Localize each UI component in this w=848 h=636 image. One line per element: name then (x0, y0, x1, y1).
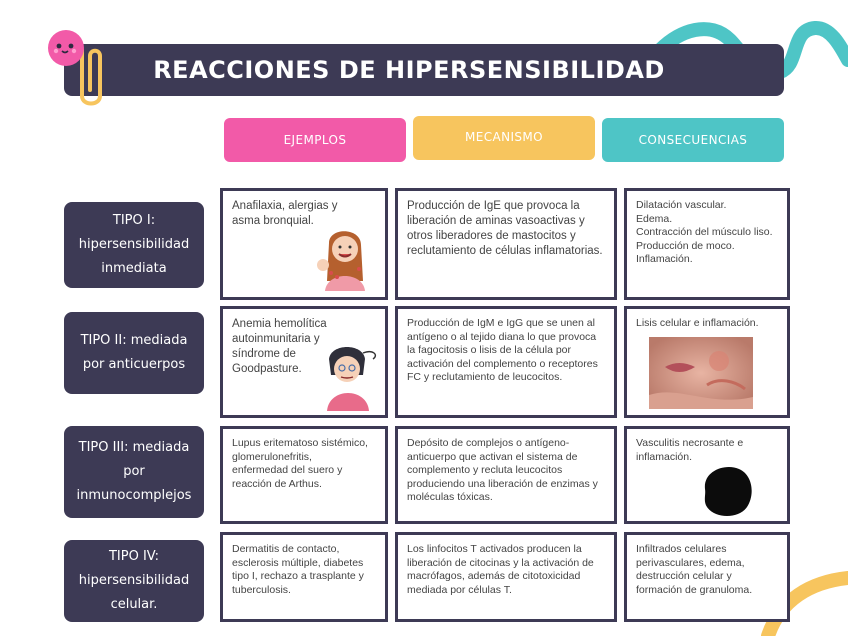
cell-tipo-4-mecanismo (395, 532, 617, 622)
cell-text: Lupus eritematoso sistémico, glomerulonefritis, enfermedad del suero y reacción de Arthus. (232, 437, 368, 490)
cell-tipo-3-consecuencias (624, 426, 790, 524)
cell-text: Lisis celular e inflamación. (636, 317, 759, 329)
cell-text: Depósito de complejos o antígeno-anticuerpo que activan el sistema de complemento y recluta leucocitos produciendo una liberación de enzimas y moléculas tóxicas. (407, 437, 598, 503)
cell-text: Producción de IgE que provoca la liberación de aminas vasoactivas y otros liberadores de mastocitos y reclutamiento de células inflamatorias. (407, 200, 603, 257)
column-header-consecuencias: CONSECUENCIAS (602, 118, 784, 162)
cell-text: Infiltrados celulares perivasculares, edema, destrucción celular y formación de granuloma. (636, 543, 753, 596)
dizzy-girl-illustration (317, 345, 383, 411)
row-label-tipo-1: TIPO I: hipersensibilidad inmediata (64, 202, 204, 288)
cell-tipo-2-consecuencias (624, 306, 790, 418)
inflamed-skin-photo (649, 337, 753, 409)
row-label-tipo-2: TIPO II: mediada por anticuerpos (64, 312, 204, 394)
cell-tipo-2-ejemplos (220, 306, 388, 418)
column-header-ejemplos: EJEMPLOS (224, 118, 406, 162)
cell-tipo-2-mecanismo (395, 306, 617, 418)
column-header-mecanismo: MECANISMO (413, 116, 595, 160)
cell-text: Anemia hemolítica autoinmunitaria y síndrome de Goodpasture. (232, 318, 327, 375)
cell-tipo-1-consecuencias (624, 188, 790, 300)
allergy-girl-illustration (309, 225, 379, 295)
black-blob-image (697, 461, 757, 521)
cell-tipo-1-ejemplos (220, 188, 388, 300)
cell-text: Producción de IgM e IgG que se unen al antígeno o al tejido diana lo que provoca la fagocitosis o lisis de la célula por activación del complemento o receptores FC y reclutamiento de leucocitos. (407, 317, 598, 383)
cell-tipo-4-ejemplos (220, 532, 388, 622)
row-label-tipo-4: TIPO IV: hipersensibilidad celular. (64, 540, 204, 622)
cell-text: Dilatación vascular. Edema. Contracción del músculo liso. Producción de moco. Inflamación. (636, 199, 773, 265)
cell-tipo-1-mecanismo (395, 188, 617, 300)
cute-ball-icon (46, 28, 86, 68)
cell-tipo-4-consecuencias (624, 532, 790, 622)
cell-text: Vasculitis necrosante e inflamación. (636, 437, 744, 463)
cell-text: Dermatitis de contacto, esclerosis múltiple, diabetes tipo I, rechazo a trasplante y tuberculosis. (232, 543, 364, 596)
cell-tipo-3-ejemplos (220, 426, 388, 524)
row-label-tipo-3: TIPO III: mediada por inmunocomplejos (64, 426, 204, 518)
cell-text: Anafilaxia, alergias y asma bronquial. (232, 200, 338, 227)
cell-text: Los linfocitos T activados producen la liberación de citocinas y la activación de macrófagos, además de citotoxicidad mediada por células T. (407, 543, 594, 596)
cell-tipo-3-mecanismo (395, 426, 617, 524)
page-title: REACCIONES DE HIPERSENSIBILIDAD (153, 56, 665, 84)
